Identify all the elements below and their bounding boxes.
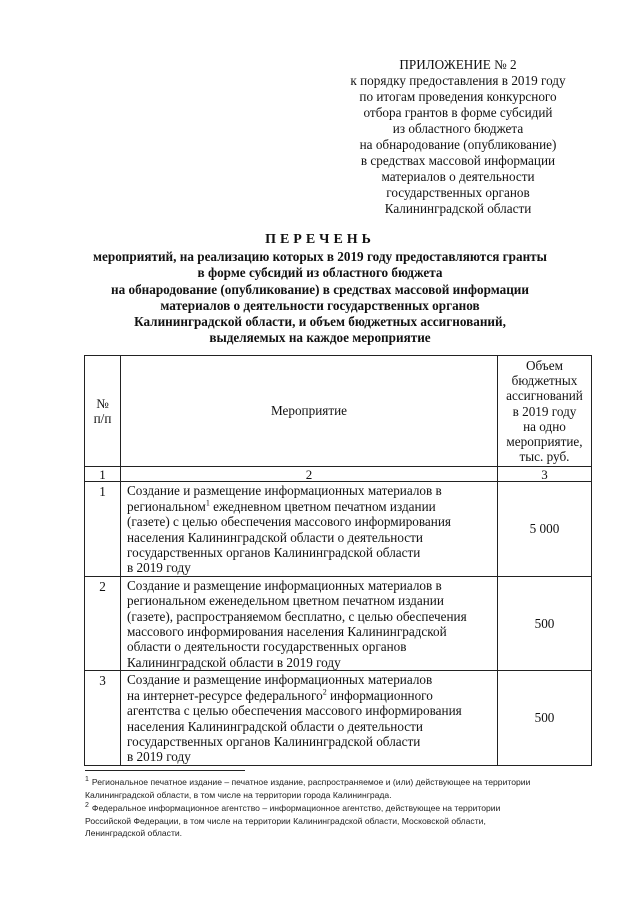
- document-title: ПЕРЕЧЕНЬ: [265, 232, 375, 247]
- subtitle-line: материалов о деятельности государственных органов: [160, 297, 480, 313]
- appendix-block: [330, 57, 586, 217]
- footnote-ref: 1: [205, 498, 210, 508]
- document-subtitle: [70, 249, 570, 347]
- header-volume-line: в 2019 году: [512, 403, 577, 419]
- footnote-line: Ленинградской области.: [85, 828, 183, 838]
- description-line: Создание и размещение информационных материалов: [127, 672, 433, 688]
- description-line: массового информирования населения Калининградской: [127, 624, 447, 640]
- footnote-line: Российской Федерации, в том числе на территории Калининградской области, Московской области,: [85, 815, 486, 826]
- description-fragment: информационного: [329, 687, 433, 703]
- row-description: [121, 671, 498, 765]
- row-description: [121, 482, 498, 576]
- description-line: населения Калининградской области о деятельности: [127, 529, 423, 545]
- footnotes: [85, 776, 595, 841]
- appendix-line: из областного бюджета: [392, 121, 524, 136]
- header-volume: [498, 356, 592, 467]
- appendix-line: государственных органов: [386, 185, 530, 200]
- subtitle-line: выделяемых на каждое мероприятие: [209, 330, 431, 346]
- description-line: [127, 688, 494, 703]
- column-index: 1: [85, 467, 121, 482]
- appendix-line: Калининградской области: [384, 201, 532, 216]
- description-fragment: ежедневном цветном печатном издании: [213, 498, 436, 514]
- description-line: населения Калининградской области о деятельности: [127, 718, 423, 734]
- footnote: [85, 802, 595, 840]
- row-number: 1: [85, 482, 121, 576]
- column-index: 2: [121, 467, 498, 482]
- appendix-line: в средствах массовой информации: [360, 153, 556, 168]
- footnote-ref: 2: [322, 687, 327, 697]
- description-line: Создание и размещение информационных материалов в: [127, 483, 442, 499]
- subtitle-line: в форме субсидий из областного бюджета: [197, 265, 443, 281]
- column-index-row: [85, 467, 592, 482]
- description-line: (газете), распространяемом бесплатно, с целью обеспечения: [127, 608, 467, 624]
- header-volume-line: тыс. руб.: [519, 449, 570, 465]
- description-line: государственных органов Калининградской области: [127, 733, 421, 749]
- header-volume-line: мероприятие,: [506, 434, 583, 450]
- description-line: агентства с целью обеспечения массового информирования: [127, 703, 462, 719]
- table-header-row: [85, 356, 592, 467]
- row-amount: 5 000: [498, 482, 592, 576]
- footnote-text: Федеральное информационное агентство – информационное агентство, действующее на территории: [91, 803, 501, 813]
- description-line: (газете) с целью обеспечения массового информирования: [127, 514, 451, 530]
- header-volume-line: на одно: [523, 418, 566, 434]
- row-amount: 500: [498, 671, 592, 765]
- table-row: [85, 671, 592, 765]
- description-line: государственных органов Калининградской области: [127, 545, 421, 561]
- events-table: [84, 355, 592, 766]
- row-number: 2: [85, 576, 121, 670]
- column-index: 3: [498, 467, 592, 482]
- appendix-line: по итогам проведения конкурсного: [359, 89, 557, 104]
- subtitle-line: Калининградской области, и объем бюджетных ассигнований,: [134, 314, 506, 330]
- footnote-line: [85, 776, 595, 789]
- description-line: [127, 499, 494, 514]
- header-volume-line: Объем: [526, 358, 563, 373]
- description-fragment: на интернет-ресурсе федерального: [127, 687, 323, 703]
- footnote-line: [85, 802, 595, 815]
- description-line: области о деятельности государственных органов: [127, 639, 407, 655]
- appendix-line: отбора грантов в форме субсидий: [363, 105, 553, 120]
- footnote-line: Калининградской области, в том числе на территории города Калининграда.: [85, 789, 392, 800]
- description-line: в 2019 году: [127, 560, 191, 576]
- footnote-divider: [85, 770, 245, 771]
- header-number-label: п/п: [93, 411, 112, 427]
- header-volume-line: бюджетных: [511, 373, 578, 389]
- row-description: [121, 576, 498, 670]
- appendix-line: к порядку предоставления в 2019 году: [350, 73, 566, 88]
- footnote: [85, 776, 595, 801]
- header-number-sign: №: [96, 396, 109, 412]
- header-event: Мероприятие: [121, 356, 498, 467]
- footnote-mark: 1: [85, 776, 89, 784]
- table-row: [85, 576, 592, 670]
- table-row: [85, 482, 592, 576]
- footnote-mark: 2: [85, 802, 89, 810]
- subtitle-line: мероприятий, на реализацию которых в 2019 году предоставляются гранты: [93, 249, 547, 264]
- appendix-line: материалов о деятельности: [381, 169, 535, 184]
- description-line: региональном еженедельном цветном печатном издании: [127, 593, 444, 609]
- description-line: Калининградской области в 2019 году: [127, 654, 341, 670]
- row-amount: 500: [498, 576, 592, 670]
- description-line: в 2019 году: [127, 749, 191, 765]
- row-number: 3: [85, 671, 121, 765]
- description-line: Создание и размещение информационных материалов в: [127, 577, 442, 593]
- subtitle-line: на обнародование (опубликование) в средствах массовой информации: [110, 281, 530, 297]
- appendix-title: ПРИЛОЖЕНИЕ № 2: [399, 57, 517, 72]
- header-number: [85, 356, 121, 467]
- appendix-line: на обнародование (опубликование): [359, 137, 557, 152]
- description-fragment: региональном: [127, 498, 206, 514]
- footnote-text: Региональное печатное издание – печатное издание, распространяемое и (или) действующее на территории: [91, 777, 531, 787]
- header-volume-line: ассигнований: [506, 388, 583, 404]
